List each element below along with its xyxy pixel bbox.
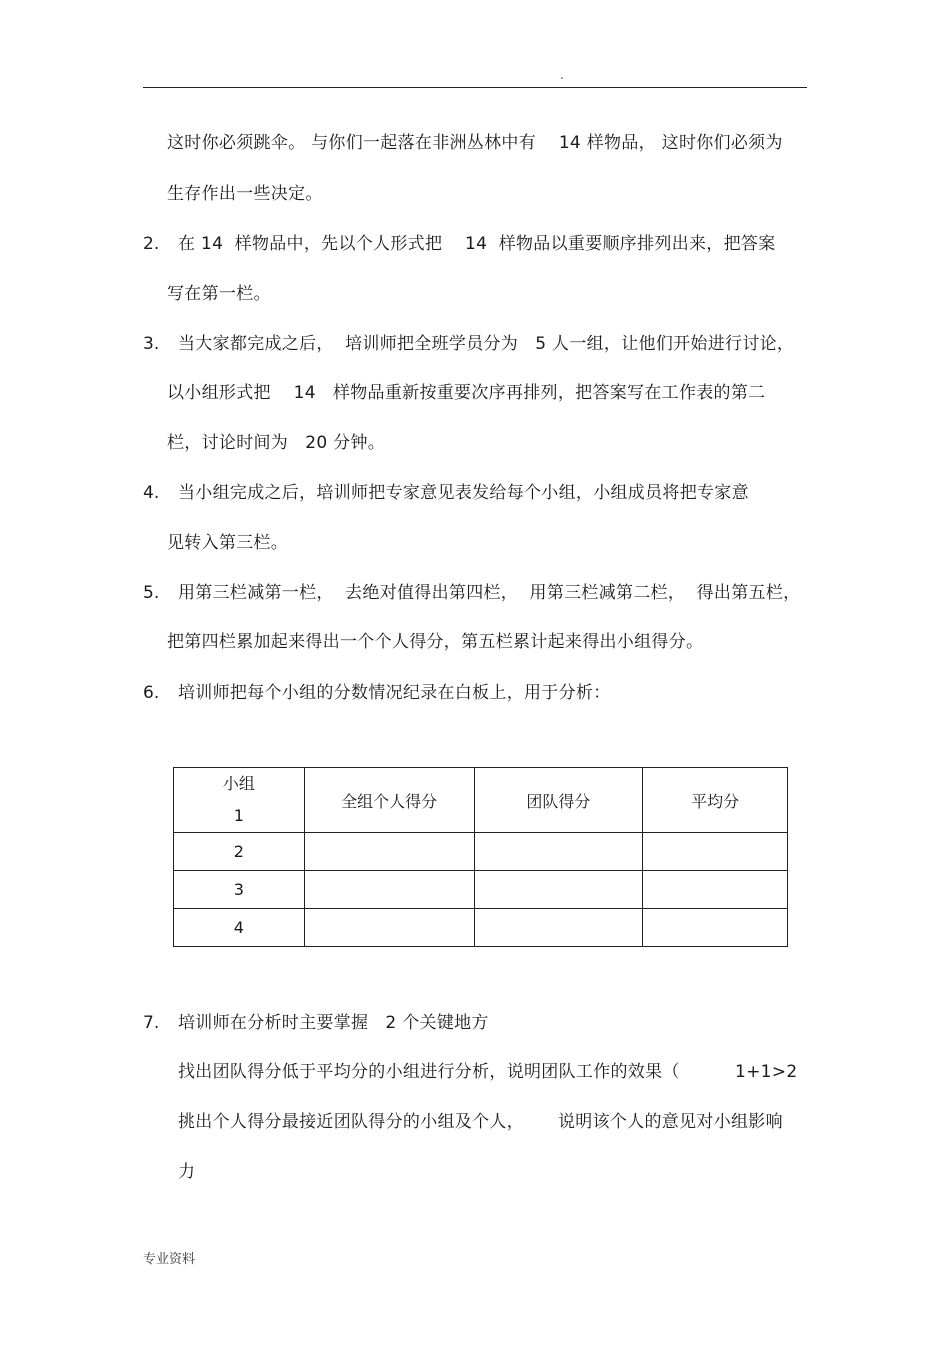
step-6-line-1: 培训师把每个小组的分数情况纪录在白板上，用于分析： — [178, 683, 611, 703]
team-score-header: 团队得分 — [474, 768, 643, 833]
score-table — [173, 767, 788, 947]
step-7-line-2a: 挑出个人得分最接近团队得分的小组及个人， — [178, 1112, 524, 1132]
table-row — [174, 871, 788, 909]
step-5-line-1: 用第三栏减第一栏， 去绝对值得出第四栏， 用第三栏减第二栏， 得出第五栏， — [178, 583, 801, 603]
step-number: 4. — [143, 483, 160, 503]
table-header-row — [174, 768, 788, 833]
step-number: 2. — [143, 234, 160, 254]
group-number: 3 — [174, 871, 305, 909]
table-cell — [474, 871, 643, 909]
group-number: 2 — [174, 833, 305, 871]
header-rule — [143, 87, 807, 88]
group-number: 4 — [174, 909, 305, 947]
table-cell — [643, 871, 788, 909]
step-7-line-2b: 说明该个人的意见对小组影响 — [558, 1112, 783, 1132]
table-cell — [643, 833, 788, 871]
table-cell — [304, 833, 474, 871]
table-cell — [474, 909, 643, 947]
group-header-label: 小组 — [222, 774, 255, 793]
step-7-line-3: 力 — [178, 1162, 196, 1182]
step-3-line-1: 当大家都完成之后， 培训师把全班学员分为 5 人一组，让他们开始进行讨论， — [178, 334, 795, 354]
intro-line-1: 这时你必须跳伞。 与你们一起落在非洲丛林中有 14 样物品， 这时你们必须为 — [167, 133, 783, 153]
table-cell — [304, 871, 474, 909]
table-cell — [474, 833, 643, 871]
table-cell — [304, 909, 474, 947]
footer-label: 专业资料 — [143, 1252, 196, 1267]
step-7-line-1-tail: 1+1>2 — [735, 1062, 798, 1082]
individual-score-header: 全组个人得分 — [304, 768, 474, 833]
step-7-line-1: 找出团队得分低于平均分的小组进行分析，说明团队工作的效果（ — [178, 1062, 680, 1082]
step-number: 7. — [143, 1013, 160, 1033]
step-3-line-2: 以小组形式把 14 样物品重新按重要次序再排列，把答案写在工作表的第二 — [167, 383, 766, 403]
table-row — [174, 909, 788, 947]
step-4-line-1: 当小组完成之后，培训师把专家意见表发给每个小组，小组成员将把专家意 — [178, 483, 749, 503]
step-5-line-2: 把第四栏累加起来得出一个个人得分，第五栏累计起来得出小组得分。 — [167, 632, 704, 652]
table-row — [174, 833, 788, 871]
step-number: 3. — [143, 334, 160, 354]
step-2-line-2: 写在第一栏。 — [167, 284, 271, 304]
step-2-line-1: 在 14 样物品中，先以个人形式把 14 样物品以重要顺序排列出来，把答案 — [178, 234, 776, 254]
step-number: 6. — [143, 683, 160, 703]
header-mark: . — [560, 68, 564, 82]
step-7-title: 培训师在分析时主要掌握 2 个关键地方 — [178, 1013, 489, 1033]
table-cell — [643, 909, 788, 947]
step-4-line-2: 见转入第三栏。 — [167, 533, 289, 553]
group-number: 1 — [233, 806, 244, 825]
average-score-header: 平均分 — [643, 768, 788, 833]
step-number: 5. — [143, 583, 160, 603]
intro-line-2: 生存作出一些决定。 — [167, 184, 323, 204]
step-3-line-3: 栏，讨论时间为 20 分钟。 — [167, 433, 386, 453]
group-header-cell — [174, 768, 305, 833]
